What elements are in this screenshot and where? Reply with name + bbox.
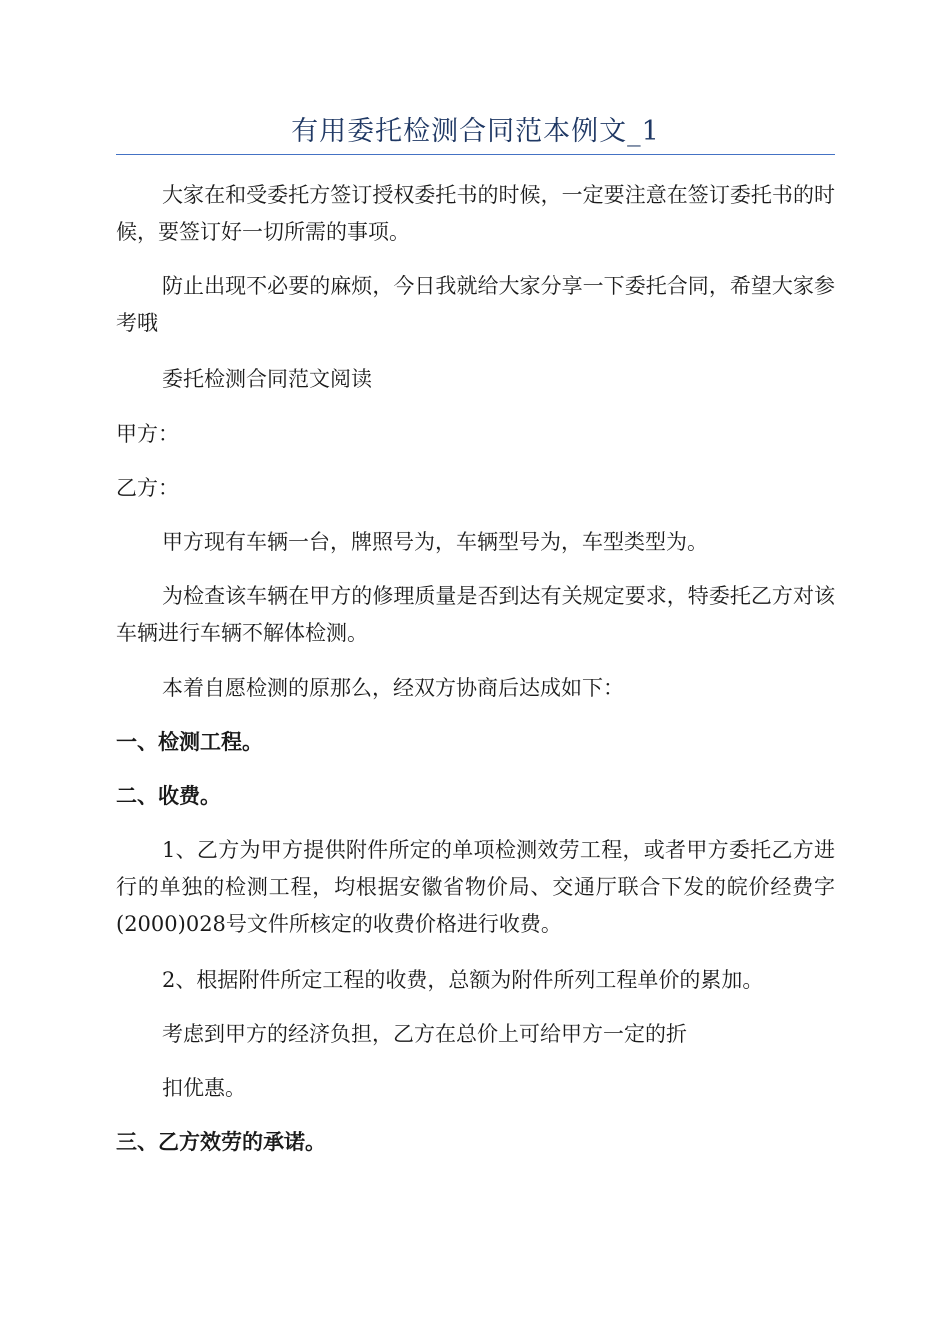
paragraph-intro-2: 防止出现不必要的麻烦，今日我就给大家分享一下委托合同，希望大家参考哦 (116, 274, 835, 335)
paragraph-fee-1: 1、乙方为甲方提供附件所定的单项检测效劳工程，或者甲方委托乙方进行的单独的检测工程，均根据安徽省物价局、交通厅联合下发的皖价经费字(2000)028号文件所核定的收费价格进行收费。 (116, 838, 835, 936)
paragraph-vehicle-info: 甲方现有车辆一台，牌照号为，车辆型号为，车型类型为。 (162, 530, 708, 554)
section-heading-1: 一、检测工程。 (116, 730, 263, 754)
paragraph-discount-2: 扣优惠。 (162, 1076, 246, 1100)
paragraph-principle: 本着自愿检测的原那么，经双方协商后达成如下： (162, 676, 624, 700)
paragraph-reading-title: 委托检测合同范文阅读 (162, 367, 372, 391)
paragraph-fee-2: 2、根据附件所定工程的收费，总额为附件所列工程单价的累加。 (162, 968, 764, 992)
section-heading-2: 二、收费。 (116, 784, 221, 808)
title-underline (116, 154, 835, 155)
paragraph-intro-1: 大家在和受委托方签订授权委托书的时候，一定要注意在签订委托书的时候，要签订好一切所需的事项。 (116, 183, 835, 244)
party-a-label: 甲方： (116, 422, 179, 446)
paragraph-discount-1: 考虑到甲方的经济负担，乙方在总价上可给甲方一定的折 (162, 1022, 687, 1046)
party-b-label: 乙方： (116, 476, 179, 500)
section-heading-3: 三、乙方效劳的承诺。 (116, 1130, 326, 1154)
paragraph-purpose: 为检查该车辆在甲方的修理质量是否到达有关规定要求，特委托乙方对该车辆进行车辆不解体检测。 (116, 584, 835, 645)
document-title: 有用委托检测合同范本例文_1 (291, 116, 660, 147)
